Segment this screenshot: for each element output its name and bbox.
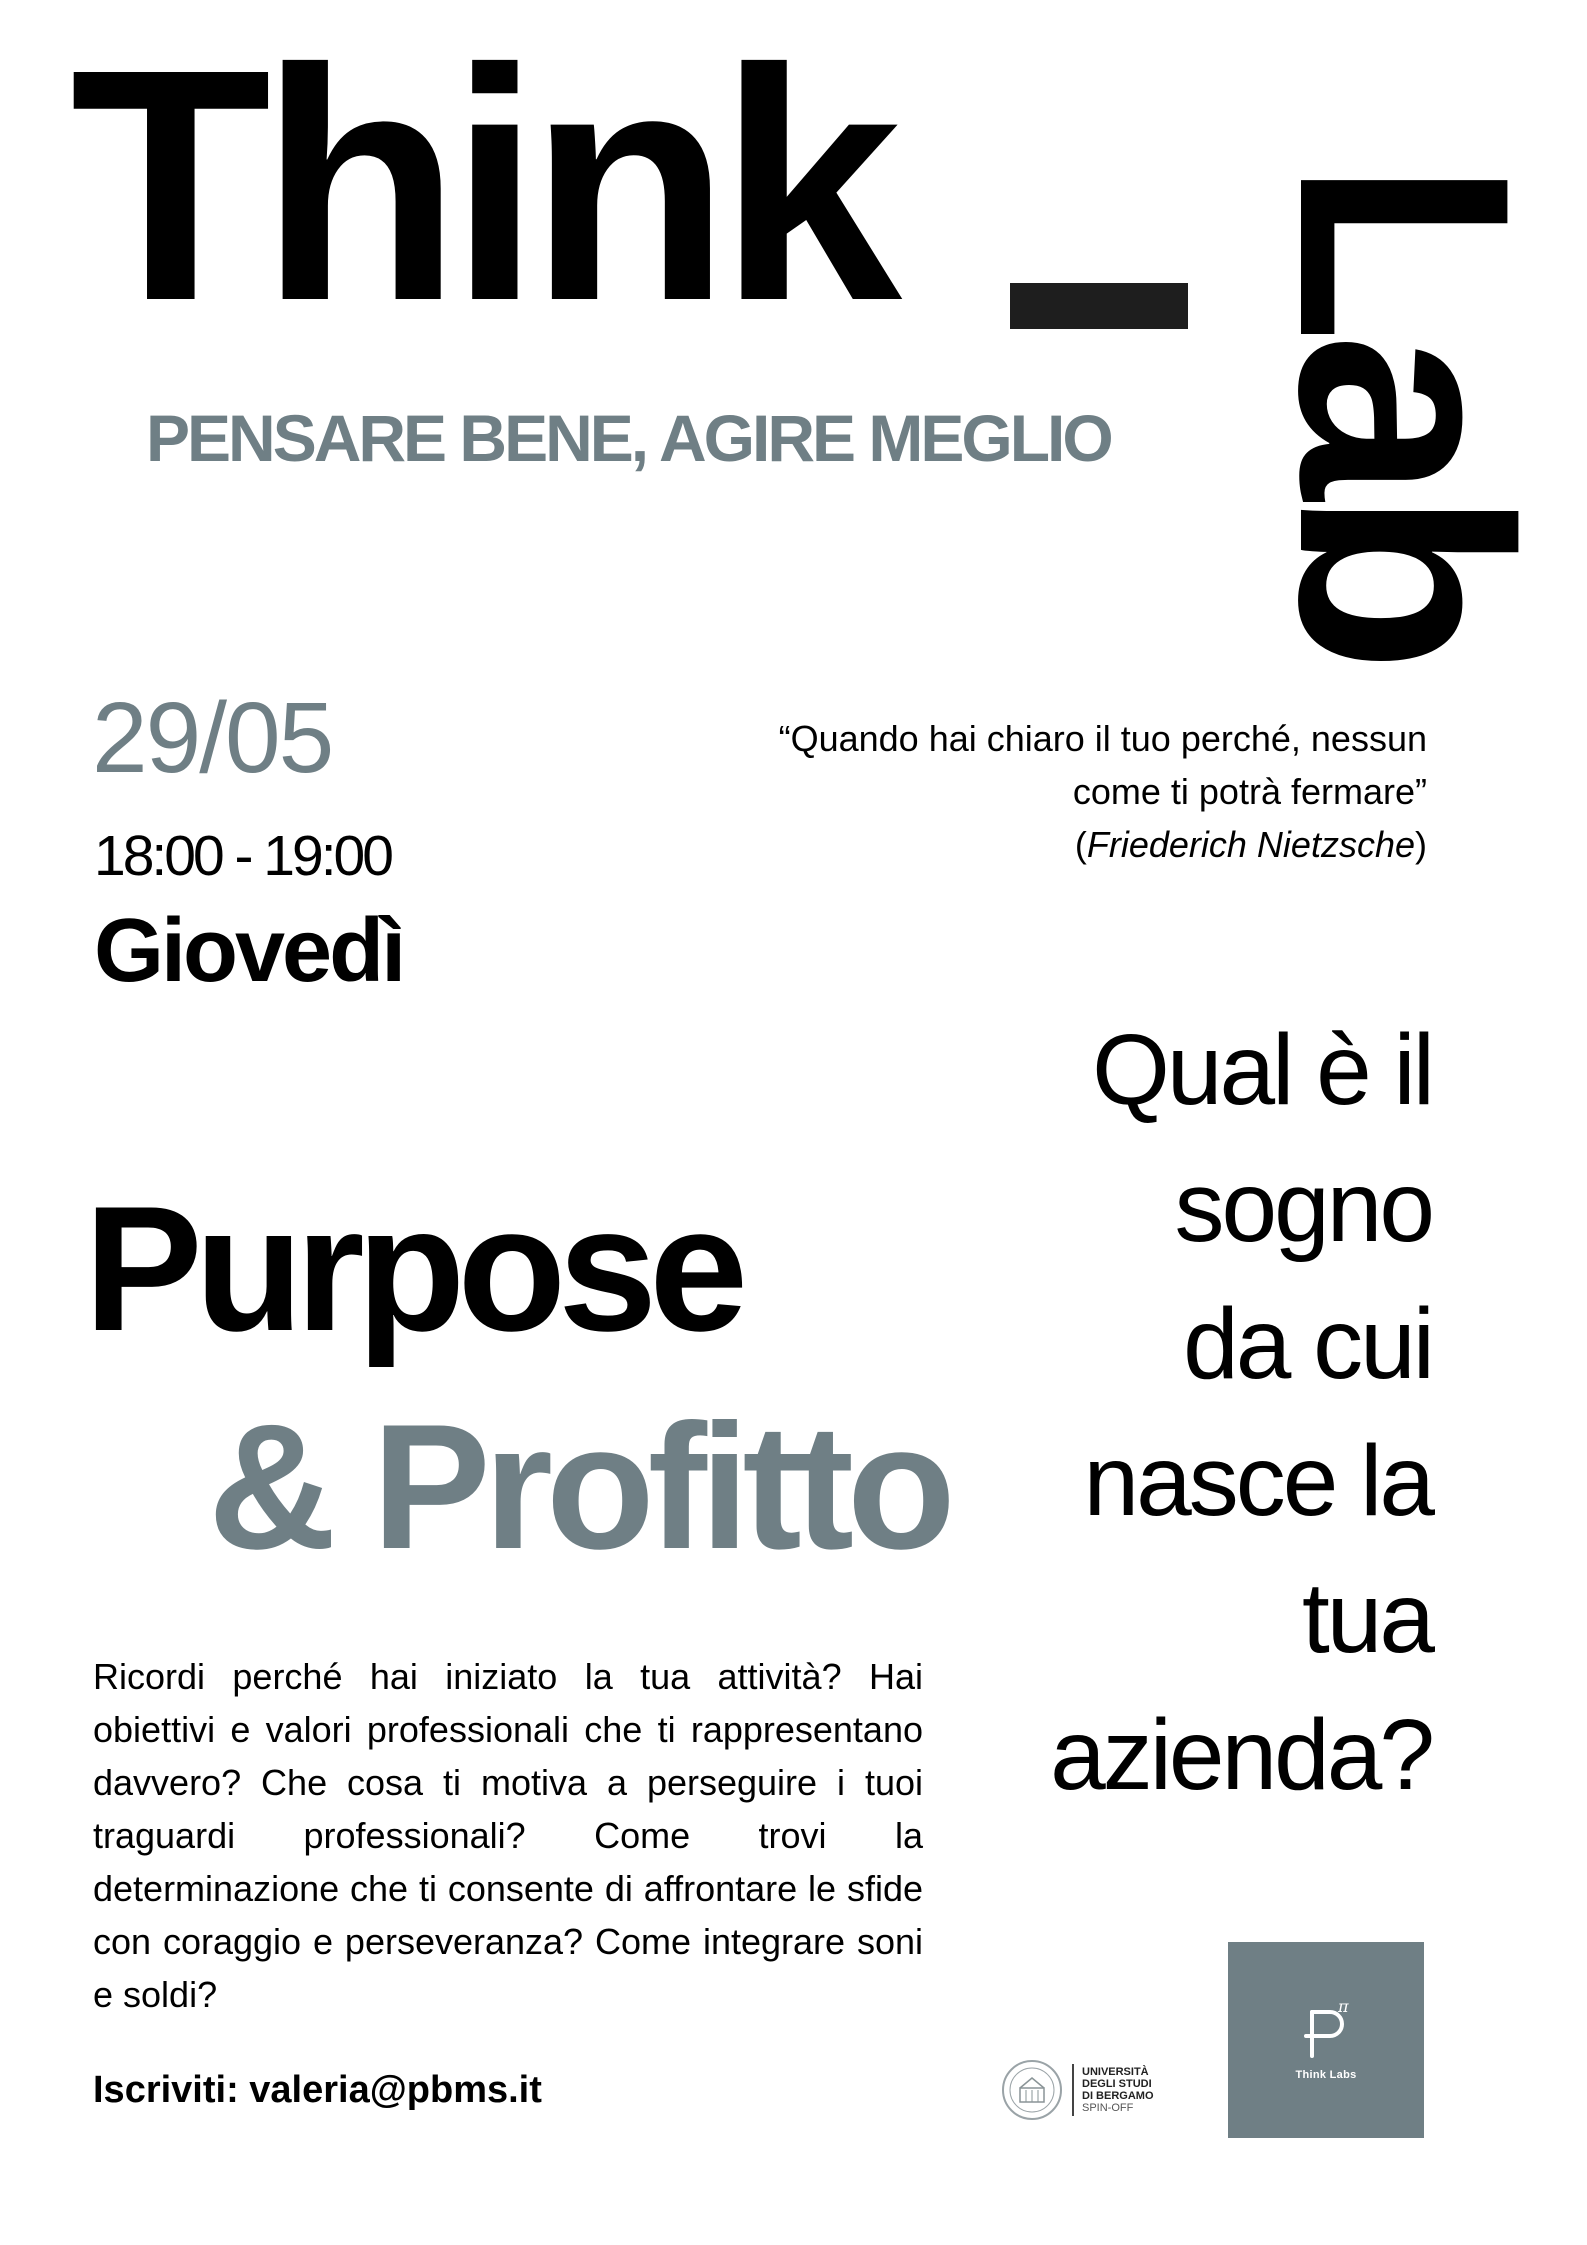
university-logo (1000, 2055, 1172, 2125)
quote-author (667, 818, 1427, 871)
university-line: UNIVERSITÀ (1082, 2066, 1149, 2078)
quote-author-open: ( (1074, 824, 1087, 865)
quote-author-name: Friederich Nietzsche (1086, 824, 1415, 865)
svg-text:π: π (1338, 1998, 1349, 2016)
quote-line-1: “Quando hai chiaro il tuo perché, nessun (778, 718, 1427, 759)
event-day: Giovedì (94, 901, 404, 1001)
headline-purpose: Purpose (84, 1169, 741, 1368)
university-spinoff: SPIN-OFF (1082, 2102, 1134, 2114)
pi-logo-icon (1298, 1998, 1358, 2062)
question-line: tua (1301, 1562, 1432, 1674)
event-date: 29/05 (92, 682, 333, 794)
question (872, 1002, 1432, 1824)
question-line: azienda? (1050, 1699, 1432, 1811)
event-time: 18:00 - 19:00 (94, 824, 391, 888)
body-text: Ricordi perché hai iniziato la tua attività? Hai obiettivi e valori professionali che ti rappresentano davvero? Che cosa ti motiva a perseguire i tuoi traguardi professionali? Come trovi la determinazione che ti consente di affrontare le sfide con coraggio e perseveranza? Come integrare soni e soldi? (93, 1656, 923, 2015)
headline-profitto: & Profitto (208, 1387, 949, 1586)
quote-line-2: come ti potrà fermare” (1072, 771, 1427, 812)
university-logo-divider (1072, 2064, 1074, 2116)
tagline: PENSARE BENE, AGIRE MEGLIO (146, 401, 1111, 475)
title-think: Think (70, 0, 890, 369)
question-line: Qual è il (1092, 1014, 1432, 1126)
think-labs-label: Think Labs (1295, 2069, 1357, 2081)
university-line: DI BERGAMO (1082, 2090, 1154, 2102)
university-logo-text (1082, 2066, 1154, 2114)
question-line: sogno (1174, 1151, 1432, 1263)
question-line: nasce la (1083, 1425, 1432, 1537)
university-line: DEGLI STUDI (1082, 2078, 1152, 2090)
signup-contact[interactable]: Iscriviti: valeria@pbms.it (93, 2069, 542, 2111)
think-labs-logo (1228, 1942, 1424, 2138)
quote (667, 712, 1427, 871)
question-line: da cui (1183, 1288, 1432, 1400)
title-lab: Lab (1237, 160, 1573, 664)
title-dash (1010, 283, 1188, 329)
university-seal-icon (1000, 2058, 1064, 2122)
quote-author-close: ) (1415, 824, 1427, 865)
